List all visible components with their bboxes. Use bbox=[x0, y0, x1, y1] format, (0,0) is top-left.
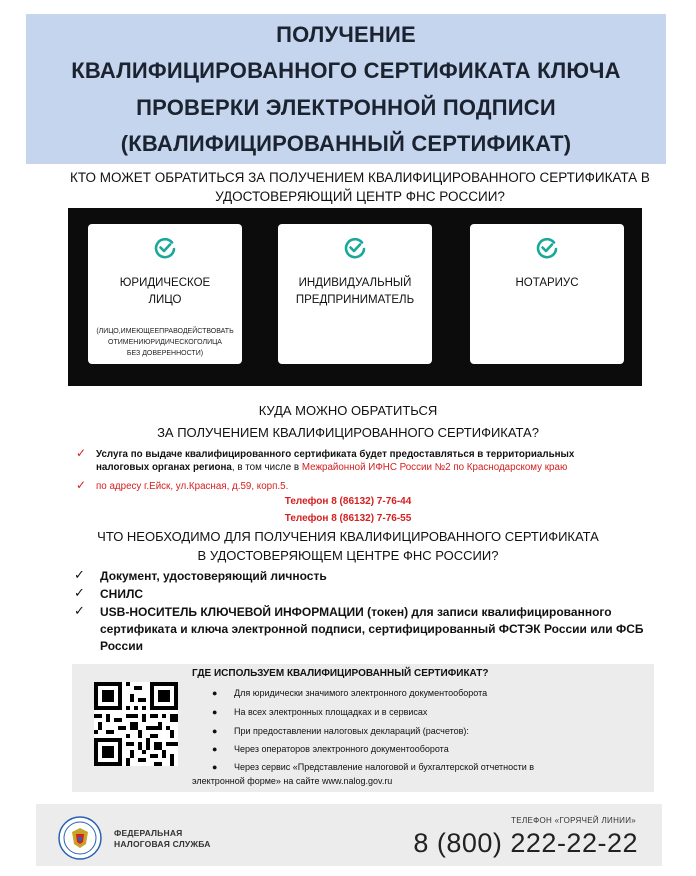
card-title-line: НОТАРИУС bbox=[515, 277, 579, 289]
card-legal-entity bbox=[88, 224, 242, 364]
where-heading-line-2: ЗА ПОЛУЧЕНИЕМ КВАЛИФИЦИРОВАННОГО СЕРТИФИКАТА? bbox=[157, 425, 539, 440]
where-heading-line-1: КУДА МОЖНО ОБРАТИТЬСЯ bbox=[258, 403, 438, 418]
red-check-icon: ✓ bbox=[76, 478, 87, 492]
needs-item-3: USB-НОСИТЕЛЬ КЛЮЧЕВОЙ ИНФОРМАЦИИ (токен) для записи квалифицированного сертификата и ключа электронной подписи, сертифицированный ФСТЭК России или ФСБ России bbox=[100, 605, 644, 653]
title-line-1: ПОЛУЧЕНИЕ bbox=[276, 22, 416, 47]
where-item-1-plain: , в том числе в bbox=[231, 462, 302, 473]
check-circle-icon bbox=[343, 236, 367, 260]
card-title bbox=[92, 275, 238, 309]
card-title bbox=[474, 275, 620, 292]
usage-item-5: ● Через сервис «Представление налоговой и бухгалтерской отчетности в bbox=[212, 762, 535, 772]
check-icon: ✓ bbox=[74, 603, 85, 618]
needs-item-1: Документ, удостоверяющий личность bbox=[100, 569, 327, 583]
usage-item-4-text: Через операторов электронного документооборота bbox=[234, 744, 449, 754]
red-check-icon: ✓ bbox=[76, 446, 87, 460]
usage-item-1: ● Для юридически значимого электронного документооборота bbox=[212, 688, 488, 698]
card-note-line: ОТИМЕНИЮРИДИЧЕСКОГОЛИЦА bbox=[108, 339, 222, 346]
fns-name-line-2: НАЛОГОВАЯ СЛУЖБА bbox=[114, 839, 211, 849]
applicant-types-panel bbox=[68, 208, 642, 386]
check-circle-icon bbox=[535, 236, 559, 260]
fns-emblem-icon bbox=[58, 816, 102, 860]
usage-item-5-continuation: электронной форме» на сайте www.nalog.gov.ru bbox=[192, 776, 393, 786]
fns-name bbox=[114, 828, 211, 850]
qr-code-icon bbox=[94, 682, 178, 766]
card-note-line: БЕЗ ДОВЕРЕННОСТИ) bbox=[126, 350, 204, 357]
who-question-line-2: УДОСТОВЕРЯЮЩИЙ ЦЕНТР ФНС РОССИИ? bbox=[215, 189, 505, 204]
usage-item-3: ● При предоставлении налоговых деклараций (расчетов): bbox=[212, 726, 469, 736]
hotline-label: ТЕЛЕФОН «ГОРЯЧЕЙ ЛИНИИ» bbox=[511, 816, 636, 825]
title-line-3: ПРОВЕРКИ ЭЛЕКТРОННОЙ ПОДПИСИ bbox=[136, 95, 556, 120]
hotline-phone: 8 (800) 222-22-22 bbox=[413, 828, 638, 858]
usage-item-5-text: Через сервис «Представление налоговой и бухгалтерской отчетности в bbox=[234, 762, 535, 772]
usage-item-2: ● На всех электронных площадках и в сервисах bbox=[212, 707, 428, 717]
where-item-1-red: Межрайонной ИФНС России №2 по Краснодарскому краю bbox=[301, 462, 568, 473]
card-title-line: ПРЕДПРИНИМАТЕЛЬ bbox=[295, 294, 415, 306]
needs-item-2: СНИЛС bbox=[100, 587, 144, 601]
fns-name-line-1: ФЕДЕРАЛЬНАЯ bbox=[114, 828, 183, 838]
title-line-4: (КВАЛИФИЦИРОВАННЫЙ СЕРТИФИКАТ) bbox=[120, 131, 572, 156]
usage-item-3-text: При предоставлении налоговых деклараций (расчетов): bbox=[234, 726, 469, 736]
where-item-1-bold-2: налоговых органах региона bbox=[96, 462, 232, 473]
title-line-2: КВАЛИФИЦИРОВАННОГО СЕРТИФИКАТА КЛЮЧА bbox=[71, 58, 621, 83]
card-notary bbox=[470, 224, 624, 364]
card-note bbox=[92, 326, 238, 359]
needs-heading-line-2: В УДОСТОВЕРЯЮЩЕМ ЦЕНТРЕ ФНС РОССИИ? bbox=[197, 548, 499, 563]
card-title-line: ЮРИДИЧЕСКОЕ bbox=[119, 277, 211, 289]
card-note-line: (ЛИЦО,ИМЕЮЩЕЕПРАВОДЕЙСТВОВАТЬ bbox=[96, 328, 234, 335]
check-circle-icon bbox=[153, 236, 177, 260]
usage-item-4: ● Через операторов электронного документооборота bbox=[212, 744, 449, 754]
card-title-line: ЛИЦО bbox=[148, 294, 182, 306]
card-title-line: ИНДИВИДУАЛЬНЫЙ bbox=[298, 277, 412, 289]
usage-item-1-text: Для юридически значимого электронного документооборота bbox=[234, 688, 488, 698]
phone-1: Телефон 8 (86132) 7-76-44 bbox=[284, 496, 412, 507]
where-item-2: по адресу г.Ейск, ул.Красная, д.59, корп.5. bbox=[96, 481, 289, 492]
title-banner bbox=[26, 14, 666, 164]
needs-heading-line-1: ЧТО НЕОБХОДИМО ДЛЯ ПОЛУЧЕНИЯ КВАЛИФИЦИРОВАННОГО СЕРТИФИКАТА bbox=[97, 529, 599, 544]
card-title bbox=[282, 275, 428, 309]
phone-2: Телефон 8 (86132) 7-76-55 bbox=[284, 513, 412, 524]
check-icon: ✓ bbox=[74, 585, 85, 600]
footer-bar bbox=[36, 804, 662, 866]
usage-item-2-text: На всех электронных площадках и в сервисах bbox=[234, 707, 428, 717]
usage-heading: ГДЕ ИСПОЛЬЗУЕМ КВАЛИФИЦИРОВАННЫЙ СЕРТИФИКАТ? bbox=[192, 668, 489, 679]
where-item-1 bbox=[96, 448, 656, 474]
check-icon: ✓ bbox=[74, 567, 85, 582]
who-question-line-1: КТО МОЖЕТ ОБРАТИТЬСЯ ЗА ПОЛУЧЕНИЕМ КВАЛИФИЦИРОВАННОГО СЕРТИФИКАТА В bbox=[70, 170, 650, 185]
usage-panel bbox=[72, 664, 654, 792]
where-item-1-bold: Услуга по выдаче квалифицированного сертификата будет предоставляться в территориальных bbox=[96, 449, 575, 460]
card-individual-entrepreneur bbox=[278, 224, 432, 364]
